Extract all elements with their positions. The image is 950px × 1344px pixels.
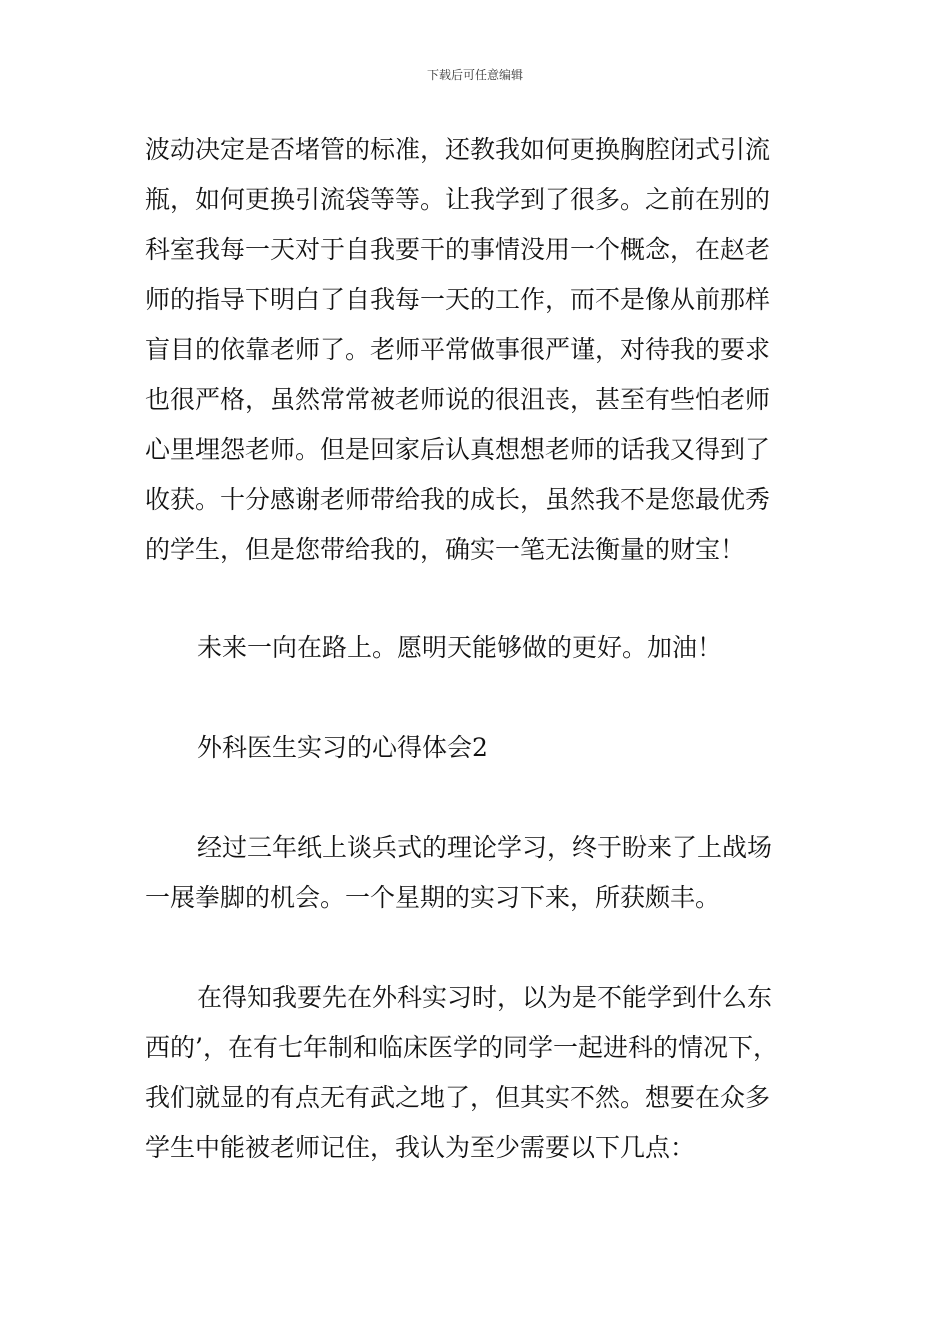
paragraph-line: 经过三年纸上谈兵式的理论学习，终于盼来了上战场 <box>197 833 773 862</box>
paragraph-line: 未来一向在路上。愿明天能够做的更好。加油！ <box>197 633 723 662</box>
section-heading: 外科医生实习的心得体会2 <box>197 733 488 762</box>
paragraph-line: 西的’，在有七年制和临床医学的同学一起进科的情况下， <box>145 1033 778 1062</box>
paragraph-line: 科室我每一天对于自我要干的事情没用一个概念，在赵老 <box>145 235 771 264</box>
paragraph-line: 也很严格，虽然常常被老师说的很沮丧，甚至有些怕老师 <box>145 385 771 414</box>
paragraph-line: 在得知我要先在外科实习时，以为是不能学到什么东 <box>197 983 773 1012</box>
page-header: 下载后可任意编辑 <box>426 68 523 82</box>
paragraph-line: 收获。十分感谢老师带给我的成长，虽然我不是您最优秀 <box>145 485 771 514</box>
paragraph-line: 一展拳脚的机会。一个星期的实习下来，所获颇丰。 <box>145 883 721 912</box>
paragraph-line: 师的指导下明白了自我每一天的工作，而不是像从前那样 <box>145 285 771 314</box>
paragraph-line: 心里埋怨老师。但是回家后认真想想老师的话我又得到了 <box>145 435 771 464</box>
paragraph-line: 瓶，如何更换引流袋等等。让我学到了很多。之前在别的 <box>145 185 771 214</box>
paragraph-line: 学生中能被老师记住，我认为至少需要以下几点： <box>145 1133 696 1162</box>
paragraph-line: 的学生，但是您带给我的，确实一笔无法衡量的财宝！ <box>145 535 746 564</box>
paragraph-line: 盲目的依靠老师了。老师平常做事很严谨，对待我的要求 <box>145 335 771 364</box>
paragraph-line: 我们就显的有点无有武之地了，但其实不然。想要在众多 <box>145 1083 771 1112</box>
paragraph-line: 波动决定是否堵管的标准，还教我如何更换胸腔闭式引流 <box>145 135 771 164</box>
